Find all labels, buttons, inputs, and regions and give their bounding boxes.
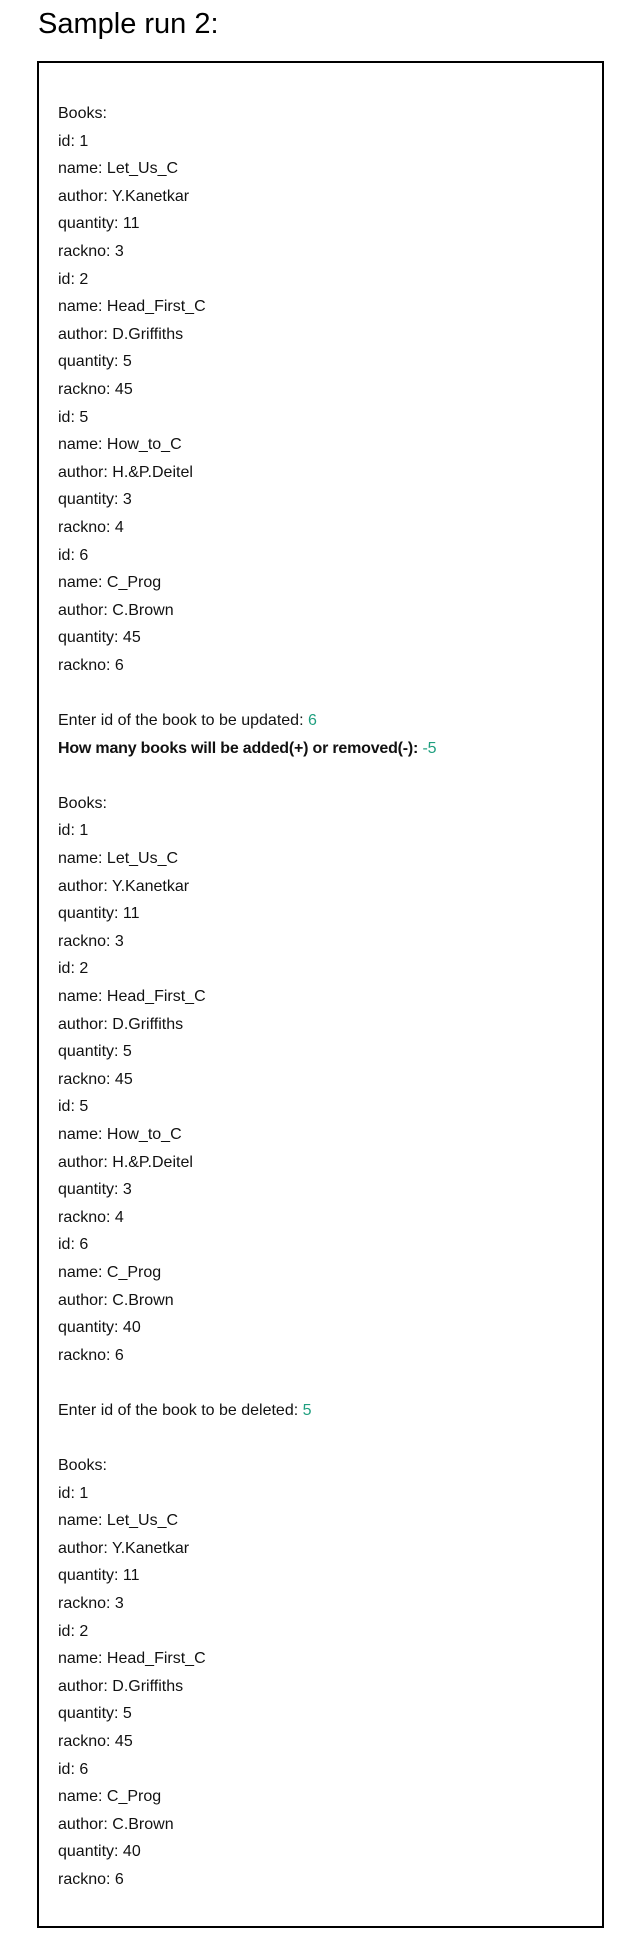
page-title: Sample run 2:: [38, 8, 219, 40]
output-line: name: Let_Us_C: [58, 850, 179, 868]
output-line: author: C.Brown: [58, 1815, 174, 1833]
prompt-label: How many books will be added(+) or removed(-):: [58, 739, 423, 757]
output-line: quantity: 5: [58, 353, 132, 371]
output-line: name: Let_Us_C: [58, 1512, 179, 1530]
output-line: id: 5: [58, 1098, 89, 1116]
output-line: Books:: [58, 105, 107, 122]
user-input-value: 6: [307, 712, 317, 730]
output-line: id: 1: [58, 822, 89, 840]
output-line: quantity: 11: [58, 215, 140, 233]
output-line: name: How_to_C: [58, 436, 182, 454]
output-line: rackno: 45: [58, 1733, 133, 1751]
blank-line: [58, 1369, 588, 1397]
output-line: id: 2: [58, 960, 89, 978]
output-line: Books:: [58, 1457, 107, 1475]
blank-line: [58, 679, 588, 707]
output-line: author: D.Griffiths: [58, 325, 184, 343]
output-line: rackno: 3: [58, 932, 124, 950]
output-line: quantity: 45: [58, 629, 141, 647]
output-line: name: C_Prog: [58, 1788, 162, 1806]
output-line: quantity: 3: [58, 1181, 132, 1199]
output-line: rackno: 45: [58, 1070, 133, 1088]
output-line: rackno: 45: [58, 380, 133, 398]
output-line: rackno: 3: [58, 1595, 124, 1613]
output-line: id: 2: [58, 1622, 89, 1640]
prompt-label: Enter id of the book to be deleted:: [58, 1401, 303, 1419]
output-line: rackno: 6: [58, 656, 124, 674]
output-line: author: H.&P.Deitel: [58, 1153, 193, 1171]
prompt-label: Enter id of the book to be updated:: [58, 712, 308, 730]
output-line: Books:: [58, 794, 107, 812]
output-line: name: Head_First_C: [58, 1650, 206, 1668]
output-line: id: 2: [58, 270, 89, 288]
output-line: author: Y.Kanetkar: [58, 187, 190, 205]
output-line: author: Y.Kanetkar: [58, 1539, 190, 1557]
output-line: name: Head_First_C: [58, 988, 206, 1005]
prompt-line: [58, 1397, 588, 1425]
console-output: [58, 100, 588, 1894]
output-line: rackno: 4: [58, 518, 124, 536]
output-line: rackno: 6: [58, 1871, 124, 1888]
user-input-value: -5: [422, 739, 437, 757]
prompt-line: [58, 707, 588, 735]
output-line: name: Let_Us_C: [58, 160, 179, 178]
output-line: id: 1: [58, 132, 89, 150]
output-line: quantity: 40: [58, 1319, 141, 1337]
output-line: rackno: 3: [58, 242, 124, 260]
output-line: id: 1: [58, 1484, 89, 1502]
output-line: id: 5: [58, 408, 89, 426]
prompt-line: [58, 735, 588, 763]
output-line: quantity: 5: [58, 1705, 132, 1723]
output-line: name: C_Prog: [58, 1263, 162, 1281]
output-line: id: 6: [58, 1760, 89, 1778]
output-line: rackno: 4: [58, 1208, 124, 1226]
user-input-value: 5: [302, 1401, 312, 1419]
output-line: quantity: 3: [58, 491, 132, 509]
output-line: author: C.Brown: [58, 1291, 174, 1309]
output-line: author: C.Brown: [58, 601, 174, 619]
output-line: author: H.&P.Deitel: [58, 463, 193, 481]
blank-line: [58, 1425, 588, 1453]
output-line: author: D.Griffiths: [58, 1015, 184, 1033]
output-line: quantity: 40: [58, 1843, 141, 1861]
output-line: quantity: 5: [58, 1043, 132, 1061]
output-line: name: C_Prog: [58, 574, 162, 592]
output-line: quantity: 11: [58, 905, 140, 923]
output-line: name: How_to_C: [58, 1125, 182, 1143]
output-line: id: 6: [58, 546, 89, 564]
output-line: quantity: 11: [58, 1567, 140, 1585]
output-line: id: 6: [58, 1236, 89, 1254]
blank-line: [58, 762, 588, 790]
output-line: rackno: 6: [58, 1346, 124, 1364]
output-line: author: D.Griffiths: [58, 1677, 184, 1695]
output-line: name: Head_First_C: [58, 298, 206, 316]
output-line: author: Y.Kanetkar: [58, 877, 190, 895]
